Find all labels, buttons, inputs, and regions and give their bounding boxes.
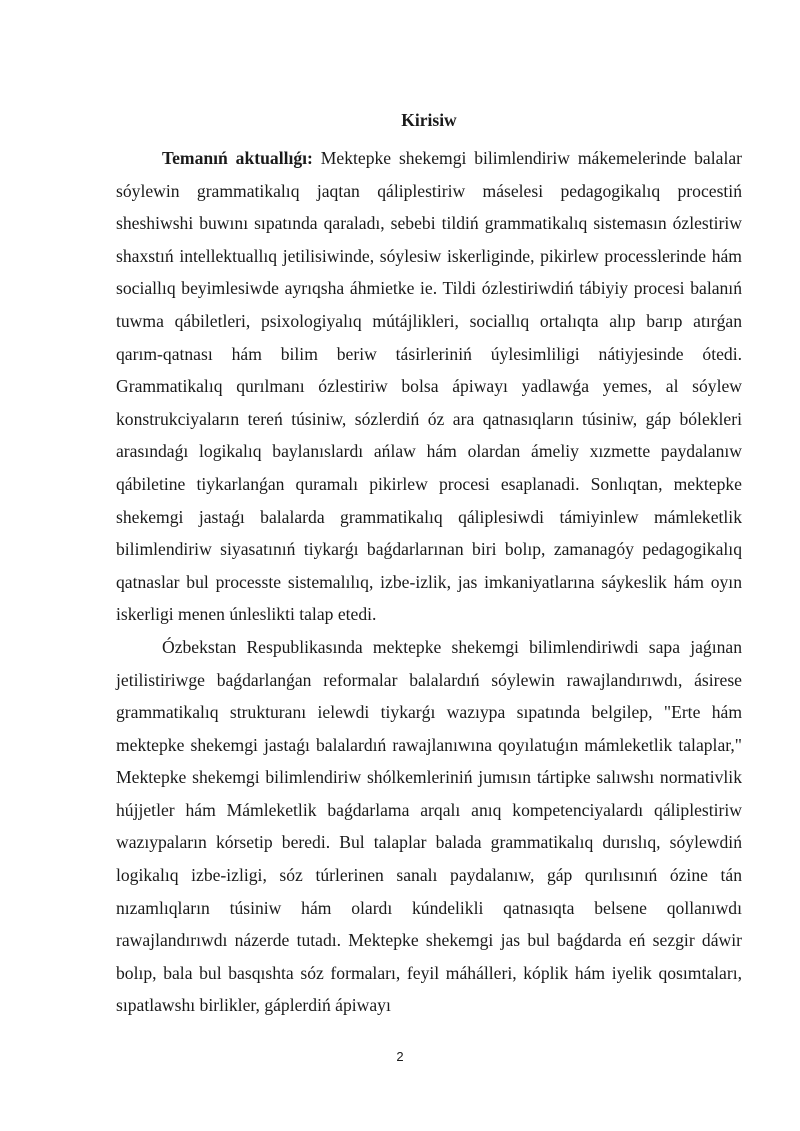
paragraph-text: Mektepke shekemgi bilimlendiriw mákemelerinde balalar sóylewin grammatikalıq jaqtan qáliplestiriw máselesi pedagogikalıq procestiń sheshiwshi buwını sıpatında qaraladı, sebebi tildiń grammatikalıq sistemasın ózlestiriw shaxstıń intellektuallıq jetilisiwinde, sóylesiw iskerliginde, pikirlew processlerinde hám sociallıq beyimlesiwde ayrıqsha áhmietke ie. Tildi ózlestiriwdiń tábiyiy procesi balanıń tuwma qábiletleri, psixologiyalıq mútájlikleri, sociallıq ortalıqta alıp barıp atırǵan qarım-qatnası hám bilim beriw tásirleriniń úylesimliligi nátiyjesinde ótedi. Grammatikalıq qurılmanı ózlestiriw bolsa ápiwayı yadlawǵa yemes, al sóylew konstrukciyaların tereń túsiniw, sózlerdiń óz ara qatnasıqların túsiniw, gáp bólekleri arasındaǵı logikalıq baylanıslardı ańlaw hám olardan ámeliy xızmette paydalanıw qábiletine tiykarlanǵan quramalı pikirlew procesi esaplanadi. Sonlıqtan, mektepke shekemgi jastaǵı balalarda grammatikalıq qáliplesiwdi támiyinlew mámleketlik bilimlendiriw siyasatınıń tiykarǵı baǵdarlarınan biri bolıp, zamanagóy pedagogikalıq qatnaslar bul processte sistemalılıq, izbe-izlik, jas imkaniyatlarına sáykeslik hám oyın iskerligi menen únleslikti talap etedi. [116,148,742,625]
page-number: 2 [396,1049,404,1064]
paragraph-reforms: Ózbekstan Respublikasında mektepke shekemgi bilimlendiriwdi sapa jaǵınan jetilistiriwge baǵdarlanǵan reformalar balalardıń sóylewin rawajlandırıwdı, ásirese grammatikalıq strukturanı ielewdi tiykarǵı wazıypa sıpatında belgilep, "Erte hám mektepke shekemgi jastaǵı balalardıń rawajlanıwına qoyılatuǵın mámleketlik talaplar," Mektepke shekemgi bilimlendiriw shólkemleriniń jumısın tártipke salıwshı normativlik hújjetler hám Mámleketlik baǵdarlama arqalı anıq kompetenciyalardı qáliplestiriw wazıypaların kórsetip beredi. Bul talaplar balada grammatikalıq durıslıq, sóylewdiń logikalıq izbe-izligi, sóz túrlerinen sanalı paydalanıw, gáp qurılısınıń ózine tán nızamlıqların túsiniw hám olardı kúndelikli qatnasıqta belsene qollanıwdı rawajlandırıwdı názerde tutadı. Mektepke shekemgi jas bul baǵdarda eń sezgir dáwir bolıp, bala bul basqıshta sóz formaları, feyil máhálleri, kóplik hám iyelik qosımtaları, sıpatlawshı birlikler, gáplerdiń ápiwayı [116,636,742,1016]
paragraph-label: Temanıń aktuallıǵı: [162,148,313,168]
paragraph-relevance [116,142,742,631]
document-page [116,108,742,1022]
section-heading: Kirisiw [401,110,457,130]
